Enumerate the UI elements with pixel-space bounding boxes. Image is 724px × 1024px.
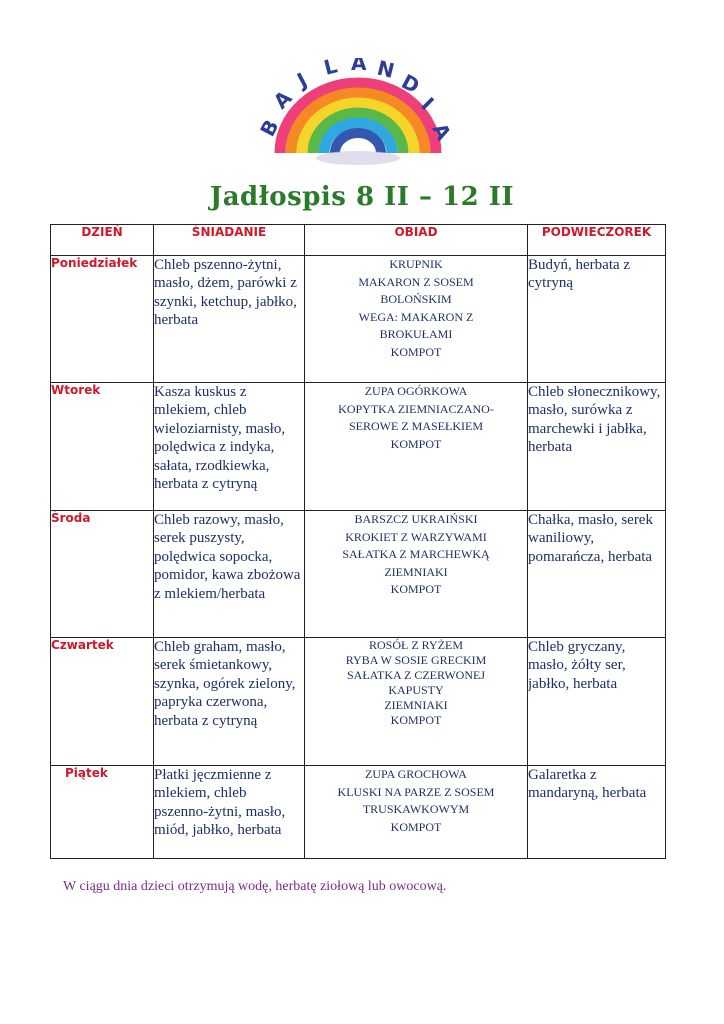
lunch-item: TRUSKAWKOWYM bbox=[362, 802, 470, 817]
snack-cell: Chleb gryczany, masło, żółty ser, jabłko, herbata bbox=[528, 638, 666, 766]
svg-text:D: D bbox=[397, 69, 424, 99]
lunch-item: KLUSKI NA PARZE Z SOSEM bbox=[337, 784, 495, 799]
header-lunch: OBIAD bbox=[305, 225, 528, 256]
lunch-item: ROSÓŁ Z RYŻEM bbox=[368, 638, 463, 652]
lunch-item: ZIEMNIAKI bbox=[384, 698, 448, 712]
lunch-item: KOMPOT bbox=[390, 344, 442, 359]
svg-text:B: B bbox=[258, 115, 284, 141]
svg-text:J: J bbox=[293, 67, 311, 93]
lunch-item: ZUPA GROCHOWA bbox=[365, 767, 467, 781]
breakfast-cell: Płatki jęczmienne z mlekiem, chleb pszenno-żytni, masło, miód, jabłko, herbata bbox=[154, 766, 305, 859]
header-day: DZIEŃ bbox=[51, 225, 154, 256]
breakfast-cell: Chleb graham, masło, serek śmietankowy, szynka, ogórek zielony, papryka czerwona, herbata z cytryną bbox=[154, 638, 305, 766]
header-snack: PODWIECZOREK bbox=[528, 225, 666, 256]
lunch-item: KOMPOT bbox=[390, 819, 442, 834]
table-header-row bbox=[51, 225, 666, 256]
bajlandia-logo bbox=[258, 58, 458, 166]
breakfast-cell: Chleb pszenno-żytni, masło, dżem, parówki z szynki, ketchup, jabłko, herbata bbox=[154, 256, 305, 383]
lunch-item: KOMPOT bbox=[390, 713, 442, 727]
lunch-item: ZIEMNIAKI bbox=[384, 564, 448, 579]
lunch-item: BOLOŃSKIM bbox=[380, 292, 452, 307]
svg-text:I: I bbox=[416, 92, 439, 115]
snack-cell: Chałka, masło, serek waniliowy, pomarańcza, herbata bbox=[528, 511, 666, 638]
table-row bbox=[51, 383, 666, 511]
lunch-item: SEROWE Z MASEŁKIEM bbox=[349, 419, 483, 434]
lunch-item: KOMPOT bbox=[390, 582, 442, 597]
lunch-item: KRUPNIK bbox=[389, 257, 443, 271]
page-title: Jadłospis 8 II – 12 II bbox=[209, 182, 515, 212]
lunch-cell bbox=[305, 638, 528, 766]
lunch-item: WEGA: MAKARON Z bbox=[358, 309, 474, 324]
lunch-item: ZUPA OGÓRKOWA bbox=[364, 384, 468, 398]
lunch-item: KOMPOT bbox=[390, 436, 442, 451]
breakfast-cell: Kasza kuskus z mlekiem, chleb wieloziarnisty, masło, polędwica z indyka, sałata, rzodkiewka, herbata z cytryną bbox=[154, 383, 305, 511]
table-row bbox=[51, 511, 666, 638]
breakfast-cell: Chleb razowy, masło, serek puszysty, polędwica sopocka, pomidor, kawa zbożowa z mlekiem/herbata bbox=[154, 511, 305, 638]
snack-cell: Chleb słonecznikowy, masło, surówka z marchewki i jabłka, herbata bbox=[528, 383, 666, 511]
rainbow-logo-icon bbox=[258, 58, 458, 166]
svg-text:A: A bbox=[427, 119, 457, 145]
svg-text:N: N bbox=[374, 58, 397, 83]
day-cell: Środa bbox=[51, 511, 154, 638]
svg-text:L: L bbox=[321, 58, 340, 80]
lunch-item: MAKARON Z SOSEM bbox=[358, 274, 474, 289]
lunch-cell bbox=[305, 511, 528, 638]
lunch-item: KOPYTKA ZIEMNIACZANO- bbox=[338, 401, 494, 416]
header-breakfast: ŚNIADANIE bbox=[154, 225, 305, 256]
svg-text:A: A bbox=[268, 85, 297, 114]
menu-table bbox=[50, 224, 666, 859]
table-row bbox=[51, 766, 666, 859]
lunch-item: BARSZCZ UKRAIŃSKI bbox=[354, 512, 478, 526]
lunch-item: SAŁATKA Z MARCHEWKĄ bbox=[342, 547, 490, 562]
lunch-item: KAPUSTY bbox=[388, 683, 444, 697]
footer-note: W ciągu dnia dzieci otrzymują wodę, herbatę ziołową lub owocową. bbox=[63, 879, 447, 894]
lunch-cell bbox=[305, 256, 528, 383]
lunch-item: SAŁATKA Z CZERWONEJ bbox=[347, 668, 485, 682]
table-row bbox=[51, 256, 666, 383]
day-cell: Poniedziałek bbox=[51, 256, 154, 383]
day-cell: Piątek bbox=[51, 766, 154, 859]
day-cell: Czwartek bbox=[51, 638, 154, 766]
snack-cell: Budyń, herbata z cytryną bbox=[528, 256, 666, 383]
lunch-item: KROKIET Z WARZYWAMI bbox=[345, 529, 487, 544]
snack-cell: Galaretka z mandaryną, herbata bbox=[528, 766, 666, 859]
lunch-cell bbox=[305, 766, 528, 859]
table-row bbox=[51, 638, 666, 766]
lunch-cell bbox=[305, 383, 528, 511]
lunch-item: BROKUŁAMI bbox=[379, 327, 453, 342]
day-cell: Wtorek bbox=[51, 383, 154, 511]
lunch-item: RYBA W SOSIE GRECKIM bbox=[345, 653, 487, 667]
svg-text:A: A bbox=[351, 58, 367, 75]
